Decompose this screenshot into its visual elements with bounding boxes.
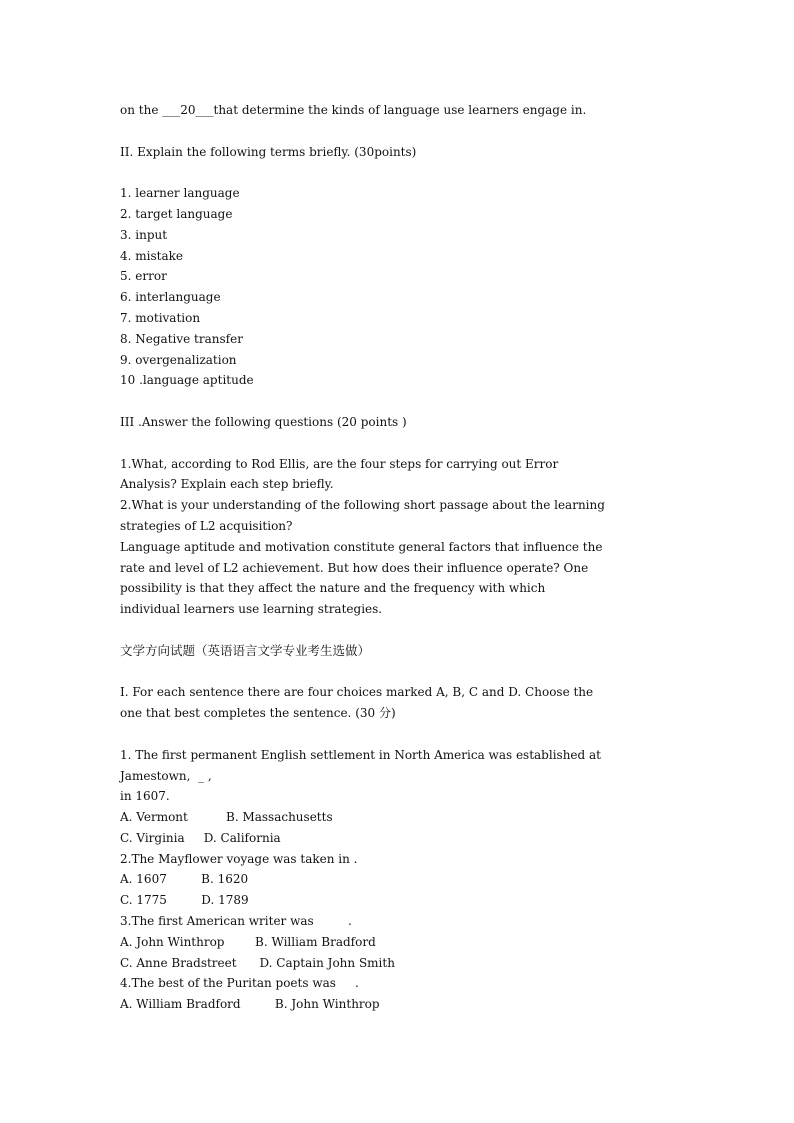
term-item: 2. target language — [120, 206, 233, 221]
choice-line: A. 1607 B. 1620 — [120, 872, 249, 887]
term-item: 7. motivation — [120, 310, 201, 325]
question-line: 3.The first American writer was . — [120, 914, 352, 929]
term-item: 6. interlanguage — [120, 290, 221, 305]
passage-line: Language aptitude and motivation constitute general factors that influence the — [120, 539, 603, 554]
terms-list — [120, 183, 680, 391]
question-line: 1.What, according to Rod Ellis, are the four steps for carrying out Error — [120, 456, 559, 471]
spacer — [120, 162, 680, 183]
question-line: 2.What is your understanding of the following short passage about the learning — [120, 498, 605, 513]
term-item: 10 .language aptitude — [120, 373, 254, 388]
section3-heading: III .Answer the following questions (20 points ) — [120, 414, 407, 429]
section2-heading: II. Explain the following terms briefly. (30points) — [120, 144, 417, 159]
choice-line: C. Virginia D. California — [120, 830, 281, 845]
passage-line: rate and level of L2 achievement. But how does their influence operate? One — [120, 560, 589, 575]
question-line: 4.The best of the Puritan poets was . — [120, 976, 359, 991]
choices-block — [120, 745, 680, 1015]
spacer — [120, 433, 680, 454]
term-item: 9. overgenalization — [120, 352, 237, 367]
choice-line: A. Vermont B. Massachusetts — [120, 810, 333, 825]
term-item: 1. learner language — [120, 186, 240, 201]
question-line: 2.The Mayflower voyage was taken in . — [120, 851, 358, 866]
question-line: 1. The first permanent English settlement in North America was established at — [120, 747, 602, 762]
spacer — [120, 724, 680, 745]
instruction-line: I. For each sentence there are four choices marked A, B, C and D. Choose the — [120, 685, 594, 700]
literature-heading: 文学方向试题（英语语言文学专业考生选做） — [120, 642, 371, 658]
question-line: strategies of L2 acquisition? — [120, 518, 293, 533]
question-line: in 1607. — [120, 789, 170, 804]
term-item: 3. input — [120, 227, 168, 242]
question-line: Analysis? Explain each step briefly. — [120, 477, 334, 492]
passage-line: individual learners use learning strategies. — [120, 602, 383, 617]
instruction-line: one that best completes the sentence. (30 分) — [120, 706, 396, 721]
term-item: 4. mistake — [120, 248, 183, 263]
spacer — [120, 620, 680, 641]
choice-line: A. William Bradford B. John Winthrop — [120, 997, 380, 1012]
choice-line: C. Anne Bradstreet D. Captain John Smith — [120, 955, 395, 970]
term-item: 8. Negative transfer — [120, 331, 243, 346]
spacer — [120, 391, 680, 412]
passage-line: possibility is that they affect the nature and the frequency with which — [120, 581, 546, 596]
questions-block — [120, 454, 680, 620]
spacer — [120, 121, 680, 142]
document-page — [120, 100, 680, 1015]
intro-line: on the ___20___that determine the kinds of language use learners engage in. — [120, 103, 587, 117]
choice-line: A. John Winthrop B. William Bradford — [120, 934, 376, 949]
choice-line: C. 1775 D. 1789 — [120, 893, 249, 908]
question-line: Jamestown, _ , — [120, 768, 212, 783]
term-item: 5. error — [120, 269, 167, 284]
spacer — [120, 662, 680, 683]
